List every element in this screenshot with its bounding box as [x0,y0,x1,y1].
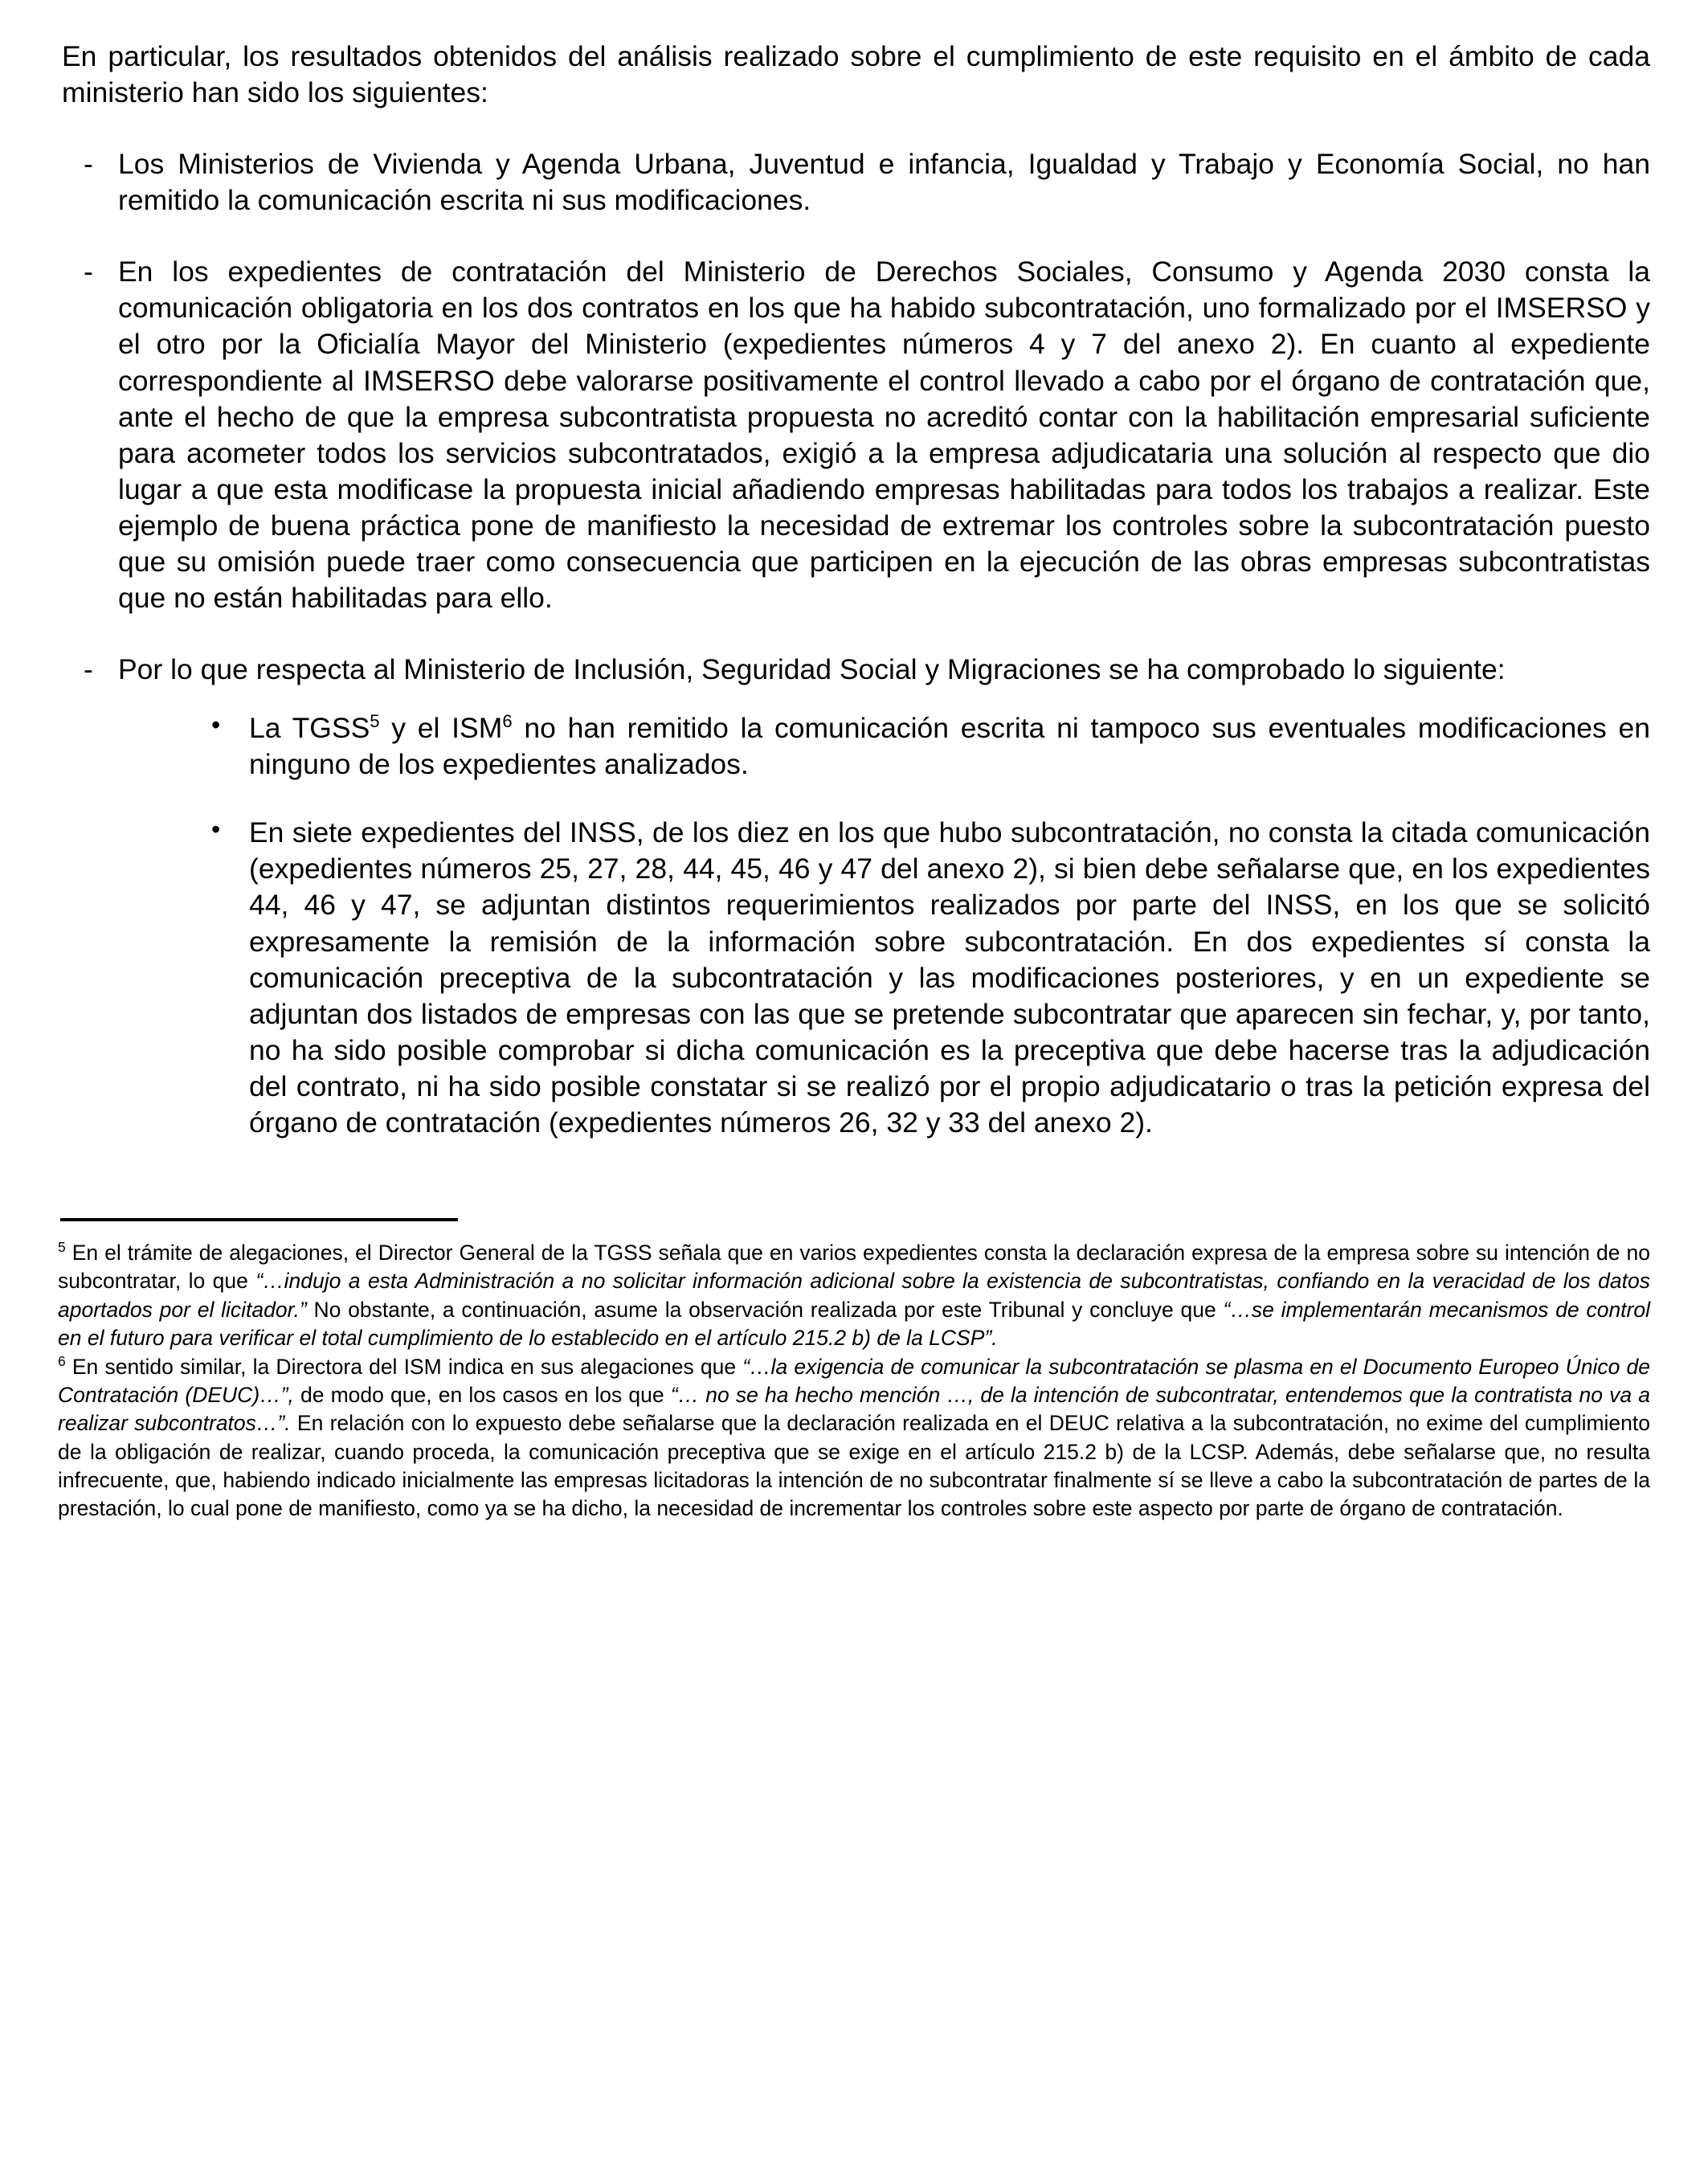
footnote-separator-rule [60,1218,458,1221]
footnote-6-mark: 6 [58,1353,66,1370]
footnote-text-run: de modo que, en los casos en los que [293,1383,671,1408]
dash-item-text: En los expedientes de contratación del Ministerio de Derechos Sociales, Consumo y Agenda 2030 consta la comunicación obligatoria en los dos contratos en los que ha habido subcontratación, uno formalizado por el IMSERSO y el otro por la Oficialía Mayor del Ministerio (expedientes números 4 y 7 del anexo 2). En cuanto al expediente correspondiente al IMSERSO debe valorarse positivamente el control llevado a cabo por el órgano de contratación que, ante el hecho de que la empresa subcontratista propuesta no acreditó contar con la habilitación empresarial suficiente para acometer todos los servicios subcontratados, exigió a la empresa adjudicataria una solución al respecto que dio lugar a que esta modificase la propuesta inicial añadiendo empresas habilitadas para todos los trabajos a realizar. Este ejemplo de buena práctica pone de manifiesto la necesidad de extremar los controles sobre la subcontratación puesto que su omisión puede traer como consecuencia que participen en la ejecución de las obras empresas subcontratistas que no están habilitadas para ello. [118,256,1650,615]
footnote-text-run: En relación con lo expuesto debe señalarse que la declaración realizada en el DEUC relativa a la subcontratación, no exime del cumplimiento de la obligación de realizar, cuando proceda, la comunicación preceptiva que se exige en el artículo 215.2 b) de la LCSP. Además, debe señalarse que, no resulta infrecuente, que, habiendo indicado inicialmente las empresas licitadoras la intención de no subcontratar finalmente sí se lleve a cabo la subcontratación de partes de la prestación, lo cual pone de manifiesto, como ya se ha dicho, la necesidad de incrementar los controles sobre este aspecto por parte de órgano de contratación. [58,1411,1651,1521]
footnote-5 [58,1239,1650,1352]
bullet-item-text: En siete expedientes del INSS, de los diez en los que hubo subcontratación, no consta la citada comunicación (expedientes números 25, 27, 28, 44, 45, 46 y 47 del anexo 2), si bien debe señalarse que, en los expedientes 44, 46 y 47, se adjuntan distintos requerimientos realizados por parte del INSS, en los que se solicitó expresamente la remisión de la información sobre subcontratación. En dos expedientes sí consta la comunicación preceptiva de la subcontratación y las modificaciones posteriores, y en un expediente se adjuntan dos listados de empresas con las que se pretende subcontratar que aparecen sin fechar, y, por tanto, no ha sido posible comprobar si dicha comunicación es la preceptiva que debe hacerse tras la adjudicación del contrato, ni ha sido posible constatar si se realizó por el propio adjudicatario o tras la petición expresa del órgano de contratación (expedientes números 26, 32 y 33 del anexo 2). [249,816,1650,1139]
dash-bullet-list [58,146,1650,1141]
footnote-ref-6[interactable]: 6 [502,711,513,732]
bullet-item-inss-expedientes [181,815,1650,1141]
footnote-5-body [58,1241,1650,1350]
intro-paragraph: En particular, los resultados obtenidos del análisis realizado sobre el cumplimiento de este requisito en el ámbito de cada ministerio han sido los siguientes: [62,40,1650,109]
dash-item-inclusion-seguridad-social [58,652,1650,1141]
footnote-text-run: En el trámite de alegaciones, el Director General de la TGSS señala que en varios expedientes consta la declaración expresa de la empresa sobre su intención de no subcontratar, lo que [58,1241,1650,1294]
dash-item-text: Por lo que respecta al Ministerio de Inclusión, Seguridad Social y Migraciones se ha comprobado lo siguiente: [118,653,1506,686]
footnote-5-mark: 5 [58,1239,66,1256]
footnote-quote-italic: “…indujo a esta Administración a no solicitar información adicional sobre la existencia de subcontratistas, confiando en la veracidad de los datos aportados por el licitador.” [58,1269,1650,1322]
bullet-item-text-part1: La TGSS [249,712,370,745]
bullet-item-text-part3: no han remitido la comunicación escrita ni tampoco sus eventuales modificaciones en ninguno de los expedientes analizados. [249,712,1650,781]
footnote-6 [58,1353,1650,1523]
footnote-quote-italic: “…la exigencia de comunicar la subcontratación se plasma en el Documento Europeo Único de Contratación (DEUC)…”, [58,1354,1650,1408]
dash-item-text: Los Ministerios de Vivienda y Agenda Urbana, Juventud e infancia, Igualdad y Trabajo y Economía Social, no han remitido la comunicación escrita ni sus modificaciones. [118,148,1650,217]
footnote-area [58,1218,1650,1531]
footnote-ref-5[interactable]: 5 [370,711,380,732]
bullet-marker: • [211,815,221,844]
dash-marker: - [84,653,93,686]
dash-marker: - [84,148,93,181]
nested-bullet-list [118,710,1650,1141]
footnote-quote-italic: “… no se ha hecho mención …, de la intención de subcontratar, entendemos que la contratista no va a realizar subcontratos…”. [58,1383,1650,1436]
footnote-6-body [58,1355,1650,1520]
footnote-text-run: En sentido similar, la Directora del ISM indica en sus alegaciones que [65,1354,743,1379]
dash-item-ministerios-sin-comunicacion [58,146,1650,219]
bullet-marker: • [211,710,221,740]
footnote-quote-italic: “…se implementarán mecanismos de control en el futuro para verificar el total cumplimiento de lo establecido en el artículo 215.2 b) de la LCSP”. [58,1297,1650,1350]
bullet-item-text-part2: y el ISM [379,712,503,745]
dash-item-derechos-sociales [58,254,1650,616]
dash-marker: - [84,256,93,288]
footnote-text-run: No obstante, a continuación, asume la observación realizada por este Tribunal y concluye que [306,1297,1224,1322]
bullet-item-tgss-ism [181,710,1650,783]
